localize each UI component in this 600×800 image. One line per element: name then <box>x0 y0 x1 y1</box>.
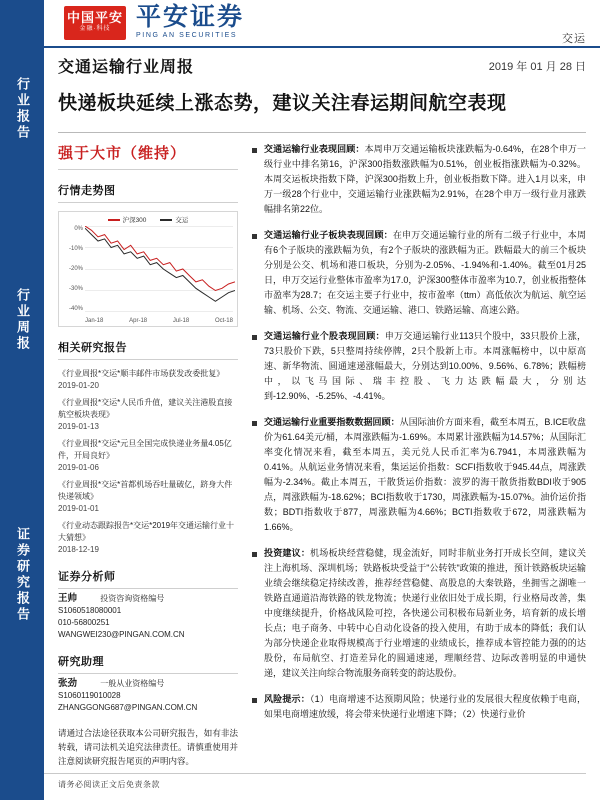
chart-section-title: 行情走势图 <box>58 185 116 197</box>
related-reports-list <box>58 368 238 556</box>
legend-swatch-transport <box>160 219 172 221</box>
analyst-section-divider <box>58 588 238 589</box>
chart-legend <box>59 215 237 224</box>
bullet-square-icon <box>252 552 257 557</box>
report-date: 2019 年 01 月 28 日 <box>488 61 586 73</box>
chart-y-axis <box>61 226 83 312</box>
assistant-name: 张劲 <box>58 678 78 689</box>
assistant-row <box>58 678 238 690</box>
summary-bullet <box>252 329 586 404</box>
summary-bullet <box>252 142 586 217</box>
x-tick-3: Oct-18 <box>214 318 233 324</box>
related-report-date: 2019-01-13 <box>58 422 99 431</box>
related-report-date: 2019-01-01 <box>58 504 99 513</box>
related-report-text: 《行业周报*交运*元旦全国完成快递业务量4.05亿件，开局良好》 <box>58 439 232 460</box>
legal-disclaimer: 请通过合法途径获取本公司研究报告，如有非法转载，请司法机关追究法律责任。请慎重使用并注意阅读研究报告尾页的声明内容。 <box>58 728 238 766</box>
legend-label-transport: 交运 <box>175 217 189 224</box>
summary-bullet-lead: 交通运输行业子板块表现回顾： <box>264 230 393 240</box>
legend-label-hs300: 沪深300 <box>122 217 147 224</box>
brand-text <box>136 4 244 41</box>
related-reports-title: 相关研究报告 <box>58 342 127 354</box>
related-report-text: 《行业周报*交运*顺丰邮件市场获发改委批复》 <box>58 369 225 378</box>
summary-bullet <box>252 415 586 535</box>
y-tick-2: -20% <box>68 266 83 272</box>
summary-bullet-lead: 风险提示： <box>264 694 310 704</box>
band-label-research-report: 证券研究报告 <box>15 527 30 623</box>
analyst-block <box>58 593 238 641</box>
summary-bullet <box>252 228 586 318</box>
chart-line-0 <box>85 226 235 291</box>
band-label-weekly-report: 行业周报 <box>15 288 30 352</box>
summary-bullet <box>252 692 586 722</box>
analyst-email[interactable]: WANGWEI230@PINGAN.COM.CN <box>58 630 185 639</box>
assistant-qualification-label: 一般从业资格编号 <box>100 679 165 688</box>
legend-item-0 <box>108 215 147 224</box>
y-tick-1: -10% <box>68 246 83 252</box>
logo-mark-line1: 中国平安 <box>66 10 123 25</box>
analyst-section-title: 证券分析师 <box>58 571 116 583</box>
bullet-square-icon <box>252 148 257 153</box>
related-report-item[interactable] <box>58 368 238 392</box>
x-tick-1: Apr-18 <box>129 318 148 324</box>
related-report-date: 2019-01-06 <box>58 463 99 472</box>
price-trend-chart <box>58 211 238 327</box>
summary-bullet-lead: 交通运输行业表现回顾： <box>264 144 365 154</box>
summary-bullet-body: 交通运输行业子板块表现回顾：在申万交通运输行业的所有二级子行业中，本周有6个子版块的涨跌幅为负，有2个子版块的涨跌幅为正。跌幅最大的前三个板块分别是公交、机场和港口板块，分别为-2.05%、-1.94%和-1.40%。截至01月25日，申万交运行业整体市盈率为17.0，沪深300整体市盈率为10.7，创业板指整体市盈率为28.7；在交运主要子行业中，按市盈率（ttm）高低依次为航运、航空运输、机场、公交、物流、交通运输、港口、铁路运输、高速公路。 <box>264 230 586 315</box>
x-tick-0: Jan-18 <box>85 318 104 324</box>
report-kicker: 交通运输行业周报 <box>58 59 195 76</box>
related-report-date: 2018-12-19 <box>58 545 99 554</box>
legend-item-1 <box>160 215 188 224</box>
related-report-text: 《行业动态跟踪报告*交运*2019年交通运输行业十大猜想》 <box>58 521 235 542</box>
bullet-square-icon <box>252 335 257 340</box>
band-label-industry-report: 行业报告 <box>15 77 30 141</box>
rating-divider <box>58 169 238 170</box>
footer-note: 请务必阅读正文后免责条款 <box>58 780 160 789</box>
rating-badge: 强于大市（维持） <box>58 146 187 162</box>
left-column <box>58 142 238 768</box>
header-divider <box>44 46 600 48</box>
logo-mark-line2: 金融·科技 <box>79 26 111 32</box>
bullet-square-icon <box>252 234 257 239</box>
sector-label: 交运 <box>562 33 586 45</box>
y-tick-3: -30% <box>68 286 83 292</box>
brand-name-en: PING AN SECURITIES <box>136 32 238 39</box>
summary-bullet-lead: 交通运输行业个股表现回顾： <box>264 331 385 341</box>
related-report-date: 2019-01-20 <box>58 381 99 390</box>
chart-series-svg <box>85 226 235 312</box>
assistant-section-title: 研究助理 <box>58 656 104 668</box>
related-report-text: 《行业周报*交运*首都机场吞吐量破亿，跻身大件快递领域》 <box>58 480 233 501</box>
analyst-qualification-label: 投资咨询资格编号 <box>100 594 165 603</box>
assistant-section-divider <box>58 673 238 674</box>
analyst-row <box>58 593 238 605</box>
summary-bullet-body: 交通运输行业重要指数数据回顾：从国际油价方面来看，截至本周五，B.ICE收盘价为61.64美元/桶，本周涨跌幅为-1.69%。本周累计涨跌幅为14.57%；从国际汇率变化情况来看，截至本周五，美元兑人民币汇率为6.7941，本周涨跌幅为0.41%。从航运业务情况来看，集运运价指数：SCFI指数收于945.44点，周涨跌幅为-2.34%。截止本周五，干散货运价指数：波罗的海干散货指数BDI收于905点，周涨跌幅为-18.62%；BCI指数收于1730，周涨跌幅为-15.07%。油价运价指数；BDTI指数收于877，周涨跌幅为4.66%；BCTI指数收于672，周涨跌幅为1.66%。 <box>264 417 586 532</box>
brand-logo <box>64 4 244 41</box>
assistant-email[interactable]: ZHANGGONG687@PINGAN.COM.CN <box>58 703 198 712</box>
title-block <box>58 54 586 117</box>
related-report-item[interactable] <box>58 397 238 433</box>
analyst-qualification-no: S1060518080001 <box>58 606 122 615</box>
bullet-square-icon <box>252 698 257 703</box>
related-reports-divider <box>58 359 238 360</box>
y-tick-4: -40% <box>68 306 83 312</box>
related-report-item[interactable] <box>58 479 238 515</box>
analyst-name: 王帅 <box>58 593 78 604</box>
related-report-item[interactable] <box>58 520 238 556</box>
analyst-phone: 010-56800251 <box>58 618 110 627</box>
bullet-square-icon <box>252 421 257 426</box>
assistant-qualification-no: S1060119010028 <box>58 691 121 700</box>
page-title: 快递板块延续上涨态势，建议关注春运期间航空表现 <box>58 93 507 114</box>
x-tick-2: Jul-18 <box>172 318 190 324</box>
footer-divider <box>44 773 586 774</box>
right-column <box>252 142 586 733</box>
summary-bullet-lead: 交通运输行业重要指数数据回顾： <box>264 417 400 427</box>
related-report-text: 《行业周报*交运*人民币升值，建议关注港股直接航空板块表现》 <box>58 398 233 419</box>
summary-bullet-body: 投资建议：机场板块经营稳健，现金流好，同时非航业务打开成长空间，建议关注上海机场、深圳机场；铁路板块受益于"公转铁"政策的推进，预计铁路板块运输业绩会继续稳定持续改善，推荐经营稳健、高股息的大秦铁路，坐拥雪之湖唯一铁路直通道沿海铁路的铁龙物流；快递行业依旧处于成长期，行业格局改善，集中度继续提升，价格战风险可控，各快递公司积极布局新业务，培育新的成长增长点；电子商务、中转中心自动化设备的投入使用，有助于成本的降低；我们认为部分快递企业取得规模高于行业增速的业绩成长，推荐成本管控能力强的的达股份，布局航空、打造差异化的圆通速递，理顺经营、边际改善明显的申通快递，建议关注向综合物流服务商转变的韵达股份。 <box>264 548 586 678</box>
chart-plot-area <box>85 226 233 312</box>
summary-bullet-body: 风险提示：（1）电商增速不达预期风险；快递行业的发展很大程度依赖于电商，如果电商增速放缓，将会带来快递行业增速下降；（2）快递行业价 <box>264 694 586 719</box>
brand-name-cn: 平安证券 <box>136 4 245 31</box>
pingan-logo-icon <box>64 6 126 40</box>
summary-bullet-body: 交通运输行业个股表现回顾：申万交通运输行业113只个股中，33只股价上涨，73只股价下跌，5只整周持续停牌，2只个股新上市。本周涨幅榜中，以中原高速、新华物流、圆通速递涨幅最大，分别达到10.00%、9.56%、6.78%；跌幅榜中，以飞马国际、瑞丰控股、飞力达跌幅最大，分别达到-12.90%、-5.25%、-4.41%。 <box>264 331 586 401</box>
left-sidebar-band <box>0 0 44 800</box>
summary-bullet-body: 交通运输行业表现回顾：本周申万交通运输板块涨跌幅为-0.64%，在28个申万一级行业中排名第16，沪深300指数涨跌幅为0.51%，创业板指涨跌幅为-0.32%。本周交运板块指数下降，沪深300指数上升，创业板指数下降。进入1月以来，申万一级28个行业中，交通运输行业涨跌幅为2.91%，在28个申万一级行业月涨跌幅排名第22位。 <box>264 144 586 214</box>
document-header <box>44 0 600 46</box>
chart-section-divider <box>58 202 238 203</box>
y-tick-0: 0% <box>74 226 83 232</box>
chart-x-axis <box>85 318 233 324</box>
summary-bullet <box>252 546 586 681</box>
title-divider <box>58 132 586 133</box>
legend-swatch-hs300 <box>108 219 120 221</box>
summary-bullet-lead: 投资建议： <box>264 548 311 558</box>
related-report-item[interactable] <box>58 438 238 474</box>
assistant-block <box>58 678 238 714</box>
